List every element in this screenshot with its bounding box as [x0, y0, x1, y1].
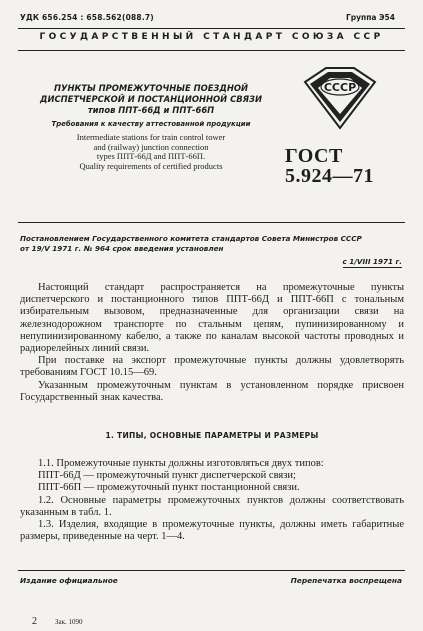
english-title [20, 133, 282, 171]
clause-1-3: 1.3. Изделия, входящие в промежуточные пункты, должны иметь габаритные размеры, приведенные на черт. 1—4. [20, 519, 404, 543]
gost-label: ГОСТ [285, 145, 343, 167]
gost-number: 5.924—71 [285, 165, 374, 187]
group-code: Группа Э54 [345, 13, 395, 22]
decree-line-1: Постановлением Государственного комитета стандартов Совета Министров СССР [20, 234, 362, 243]
title-line-2: ДИСПЕТЧЕРСКОЙ И ПОСТАНЦИОННОЙ СВЯЗИ [39, 94, 263, 104]
udk-code: УДК 656.254 : 658.562(088.7) [20, 13, 154, 22]
intro-body [20, 282, 404, 404]
official-edition-label: Издание официальное [20, 576, 118, 585]
state-standard-banner: ГОСУДАРСТВЕННЫЙ СТАНДАРТ СОЮЗА ССР [39, 32, 384, 42]
english-title-line-2: and (railway) junction connection [93, 141, 209, 152]
type-ppt-66p: ППТ-66П — промежуточный пункт постанционной связи. [38, 482, 300, 494]
requirements-subtitle: Требования к качеству аттестованной продукции [51, 120, 251, 128]
english-title-line-1: Intermediate stations for train control tower [76, 132, 226, 142]
standard-title-block [20, 83, 282, 171]
title-line-1: ПУНКТЫ ПРОМЕЖУТОЧНЫЕ ПОЕЗДНОЙ [54, 83, 248, 93]
quality-mark-icon [302, 62, 378, 132]
gost-designation [285, 146, 395, 186]
clause-1-1: 1.1. Промежуточные пункты должны изготовляться двух типов: [38, 458, 324, 469]
english-title-line-3: types ППТ-66Д and ППТ-66П. [96, 151, 206, 162]
header-rule-top [18, 28, 405, 29]
clause-1-2: 1.2. Основные параметры промежуточных пунктов должны соответствовать указанным в табл. 1. [20, 494, 404, 518]
section-heading: 1. ТИПЫ, ОСНОВНЫЕ ПАРАМЕТРЫ И РАЗМЕРЫ [105, 431, 319, 440]
emblem-text: СССР [323, 81, 357, 94]
paragraph-scope: Настоящий стандарт распространяется на промежуточные пункты диспетчерского и постанционного типов ППТ-66Д и ППТ-66П с тональным избирательным вызовом, предназначенные для организации связи на железнодорожном транспорте по стальным цепям, пупинизированному и непупинизированному кабелю, а также по каналам высокой частоты проводных и радиорелейных линий связи. [20, 282, 404, 355]
order-number: Зак. 1090 [55, 618, 83, 626]
header-rule-bottom [18, 50, 405, 51]
title-line-3: типов ППТ-66Д и ППТ-66П [87, 105, 215, 115]
paragraph-quality-mark: Указанным промежуточным пунктам в установленном порядке присвоен Государственный знак качества. [20, 379, 404, 403]
decree-line-2: от 19/V 1971 г. № 964 срок введения установлен [20, 244, 224, 253]
english-title-line-4: Quality requirements of certified products [79, 160, 223, 171]
introduction-date: с 1/VIII 1971 г. [342, 257, 402, 266]
reprint-prohibited-label: Перепечатка воспрещена [290, 576, 402, 585]
section-body [20, 458, 404, 543]
decree-text [20, 234, 405, 254]
page-number: 2 [32, 616, 37, 627]
type-ppt-66d: ППТ-66Д — промежуточный пункт диспетчерской связи; [38, 470, 296, 482]
paragraph-export: При поставке на экспорт промежуточные пункты должны удовлетворять требованиям ГОСТ 10.15—69. [20, 355, 404, 379]
footer-rule [18, 570, 405, 571]
title-rule [18, 222, 405, 223]
